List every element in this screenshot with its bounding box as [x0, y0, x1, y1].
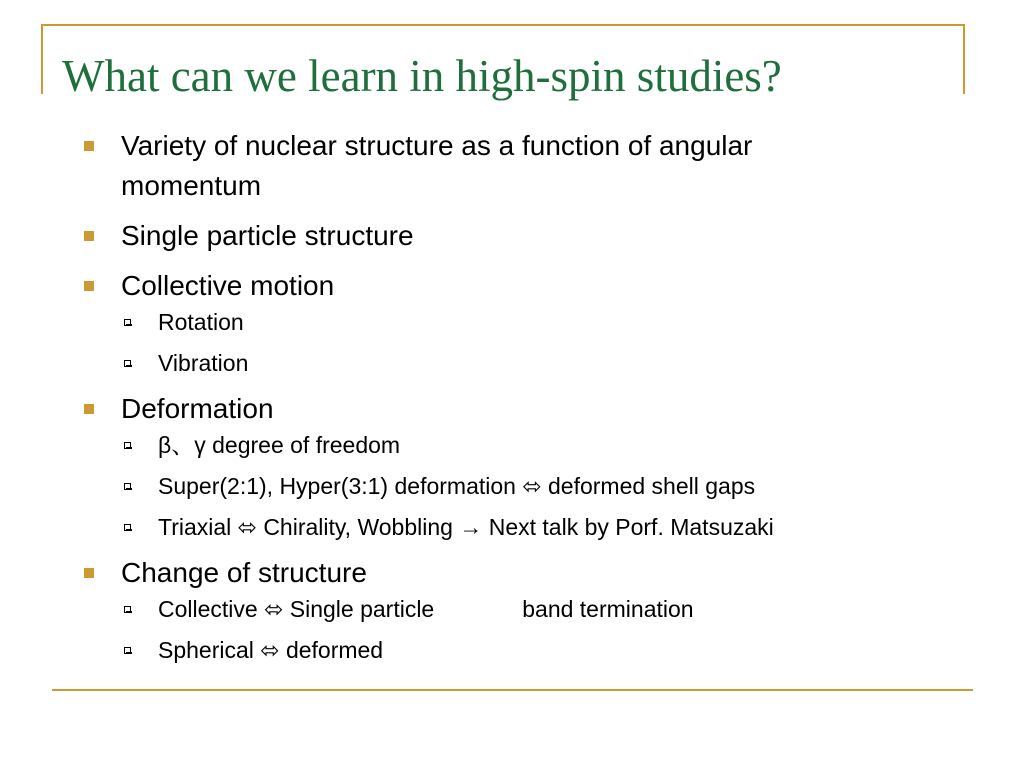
- bullet-item: [84, 553, 914, 593]
- hollow-square-bullet-icon: [124, 483, 131, 490]
- square-bullet-icon: [84, 141, 94, 151]
- bullet-text: Collective motion: [121, 270, 335, 301]
- hollow-square-bullet-icon: [124, 606, 131, 613]
- frame-top-rule: [41, 24, 965, 26]
- bullet-text-continued: momentum: [121, 170, 262, 201]
- sub-bullet-text: Vibration: [158, 350, 249, 376]
- sub-bullet-item: [84, 307, 914, 338]
- slide-title: What can we learn in high-spin studies?: [62, 51, 782, 101]
- bullet-item: [84, 126, 914, 206]
- sub-bullet-item: [84, 348, 914, 379]
- sub-bullet-item: [84, 430, 914, 461]
- sub-bullet-item: [84, 512, 914, 543]
- sub-bullet-item: [84, 471, 914, 502]
- hollow-square-bullet-icon: [124, 442, 131, 449]
- hollow-square-bullet-icon: [124, 319, 131, 326]
- sub-bullet-item: [84, 594, 914, 625]
- square-bullet-icon: [84, 231, 94, 241]
- frame-bottom-rule: [52, 689, 973, 691]
- sub-bullet-text-annotation: band termination: [522, 596, 694, 622]
- frame-right-rule: [963, 24, 965, 94]
- square-bullet-icon: [84, 568, 94, 578]
- bullet-item: [84, 216, 914, 256]
- bullet-text: Single particle structure: [121, 220, 414, 251]
- sub-bullet-text: Triaxial ⬄ Chirality, Wobbling → Next talk by Porf. Matsuzaki: [158, 514, 774, 540]
- sub-bullet-text: β、γ degree of freedom: [158, 432, 401, 458]
- frame-left-rule: [41, 24, 43, 94]
- bullet-text: Variety of nuclear structure as a function of angular: [121, 130, 753, 161]
- bullet-list: [84, 126, 914, 666]
- square-bullet-icon: [84, 281, 94, 291]
- bullet-item: [84, 266, 914, 306]
- hollow-square-bullet-icon: [124, 524, 131, 531]
- hollow-square-bullet-icon: [124, 647, 131, 654]
- sub-bullet-text: Rotation: [158, 309, 244, 335]
- sub-bullet-text: Spherical ⬄ deformed: [158, 637, 384, 663]
- bullet-item: [84, 389, 914, 429]
- bullet-text: Deformation: [121, 393, 274, 424]
- sub-bullet-text: Super(2:1), Hyper(3:1) deformation ⬄ deformed shell gaps: [158, 473, 756, 499]
- bullet-text: Change of structure: [121, 557, 367, 588]
- hollow-square-bullet-icon: [124, 360, 131, 367]
- sub-bullet-item: [84, 635, 914, 666]
- square-bullet-icon: [84, 404, 94, 414]
- sub-bullet-text: Collective ⬄ Single particle: [158, 596, 435, 622]
